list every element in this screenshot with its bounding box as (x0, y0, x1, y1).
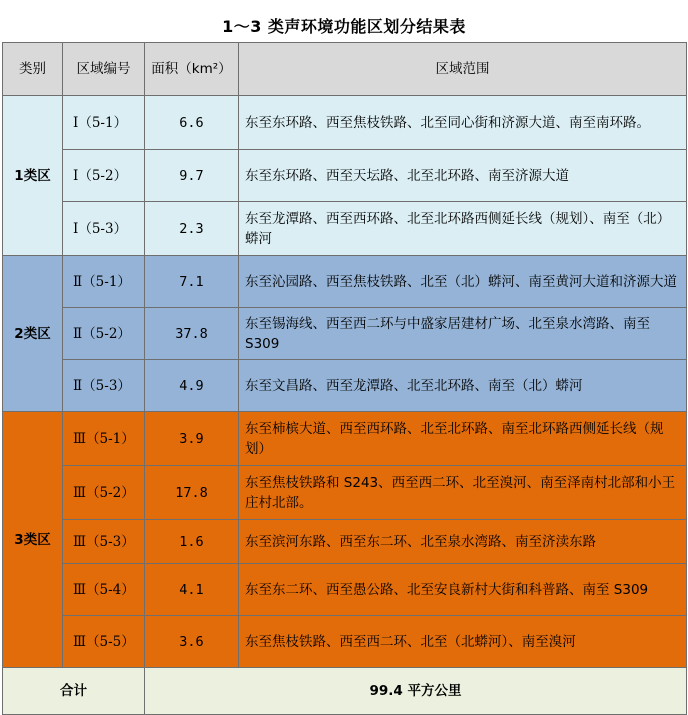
range-cell: 东至锡海线、西至西二环与中盛家居建材广场、北至泉水湾路、南至 S309 (239, 308, 687, 360)
code-cell: Ⅲ（5-3） (63, 520, 145, 564)
code-cell: Ⅱ（5-3） (63, 360, 145, 412)
range-cell: 东至焦枝铁路、西至西二环、北至（北蟒河）、南至溴河 (239, 616, 687, 668)
table-row (3, 150, 687, 202)
range-cell: 东至沁园路、西至焦枝铁路、北至（北）蟒河、南至黄河大道和济源大道 (239, 256, 687, 308)
area-cell: 3.6 (145, 616, 239, 668)
area-cell: 17.8 (145, 466, 239, 520)
range-cell: 东至焦枝铁路和 S243、西至西二环、北至溴河、南至泽南村北部和小王庄村北部。 (239, 466, 687, 520)
range-cell: 东至文昌路、西至龙潭路、北至北环路、南至（北）蟒河 (239, 360, 687, 412)
header-area: 面积（km²） (145, 43, 239, 96)
code-cell: Ⅰ（5-3） (63, 202, 145, 256)
code-cell: Ⅰ（5-2） (63, 150, 145, 202)
header-range: 区域范围 (239, 43, 687, 96)
range-cell: 东至柿槟大道、西至西环路、北至北环路、南至北环路西侧延长线（规划） (239, 412, 687, 466)
header-code: 区域编号 (63, 43, 145, 96)
table-row (3, 202, 687, 256)
code-cell: Ⅲ（5-5） (63, 616, 145, 668)
category-cell: 2类区 (3, 256, 63, 412)
area-cell: 37.8 (145, 308, 239, 360)
area-cell: 7.1 (145, 256, 239, 308)
total-label: 合计 (3, 668, 145, 715)
header-row (3, 43, 687, 96)
code-cell: Ⅰ（5-1） (63, 96, 145, 150)
table-row (3, 96, 687, 150)
area-cell: 2.3 (145, 202, 239, 256)
table-row (3, 256, 687, 308)
table-title: 1～3 类声环境功能区划分结果表 (222, 17, 466, 36)
area-cell: 1.6 (145, 520, 239, 564)
range-cell: 东至东环路、西至天坛路、北至北环路、南至济源大道 (239, 150, 687, 202)
code-cell: Ⅱ（5-2） (63, 308, 145, 360)
category-cell: 3类区 (3, 412, 63, 668)
area-cell: 6.6 (145, 96, 239, 150)
area-cell: 9.7 (145, 150, 239, 202)
zoning-table (2, 42, 687, 715)
range-cell: 东至东二环、西至愚公路、北至安良新村大街和科普路、南至 S309 (239, 564, 687, 616)
total-row (3, 668, 687, 715)
table-row (3, 466, 687, 520)
table-row (3, 360, 687, 412)
code-cell: Ⅲ（5-2） (63, 466, 145, 520)
range-cell: 东至龙潭路、西至西环路、北至北环路西侧延长线（规划）、南至（北）蟒河 (239, 202, 687, 256)
area-cell: 3.9 (145, 412, 239, 466)
table-row (3, 412, 687, 466)
area-cell: 4.1 (145, 564, 239, 616)
code-cell: Ⅲ（5-1） (63, 412, 145, 466)
header-category: 类别 (3, 43, 63, 96)
range-cell: 东至滨河东路、西至东二环、北至泉水湾路、南至济渎东路 (239, 520, 687, 564)
table-row (3, 564, 687, 616)
code-cell: Ⅲ（5-4） (63, 564, 145, 616)
table-row (3, 308, 687, 360)
code-cell: Ⅱ（5-1） (63, 256, 145, 308)
area-cell: 4.9 (145, 360, 239, 412)
range-cell: 东至东环路、西至焦枝铁路、北至同心街和济源大道、南至南环路。 (239, 96, 687, 150)
category-cell: 1类区 (3, 96, 63, 256)
total-value: 99.4 平方公里 (145, 668, 687, 715)
table-row (3, 616, 687, 668)
table-row (3, 520, 687, 564)
